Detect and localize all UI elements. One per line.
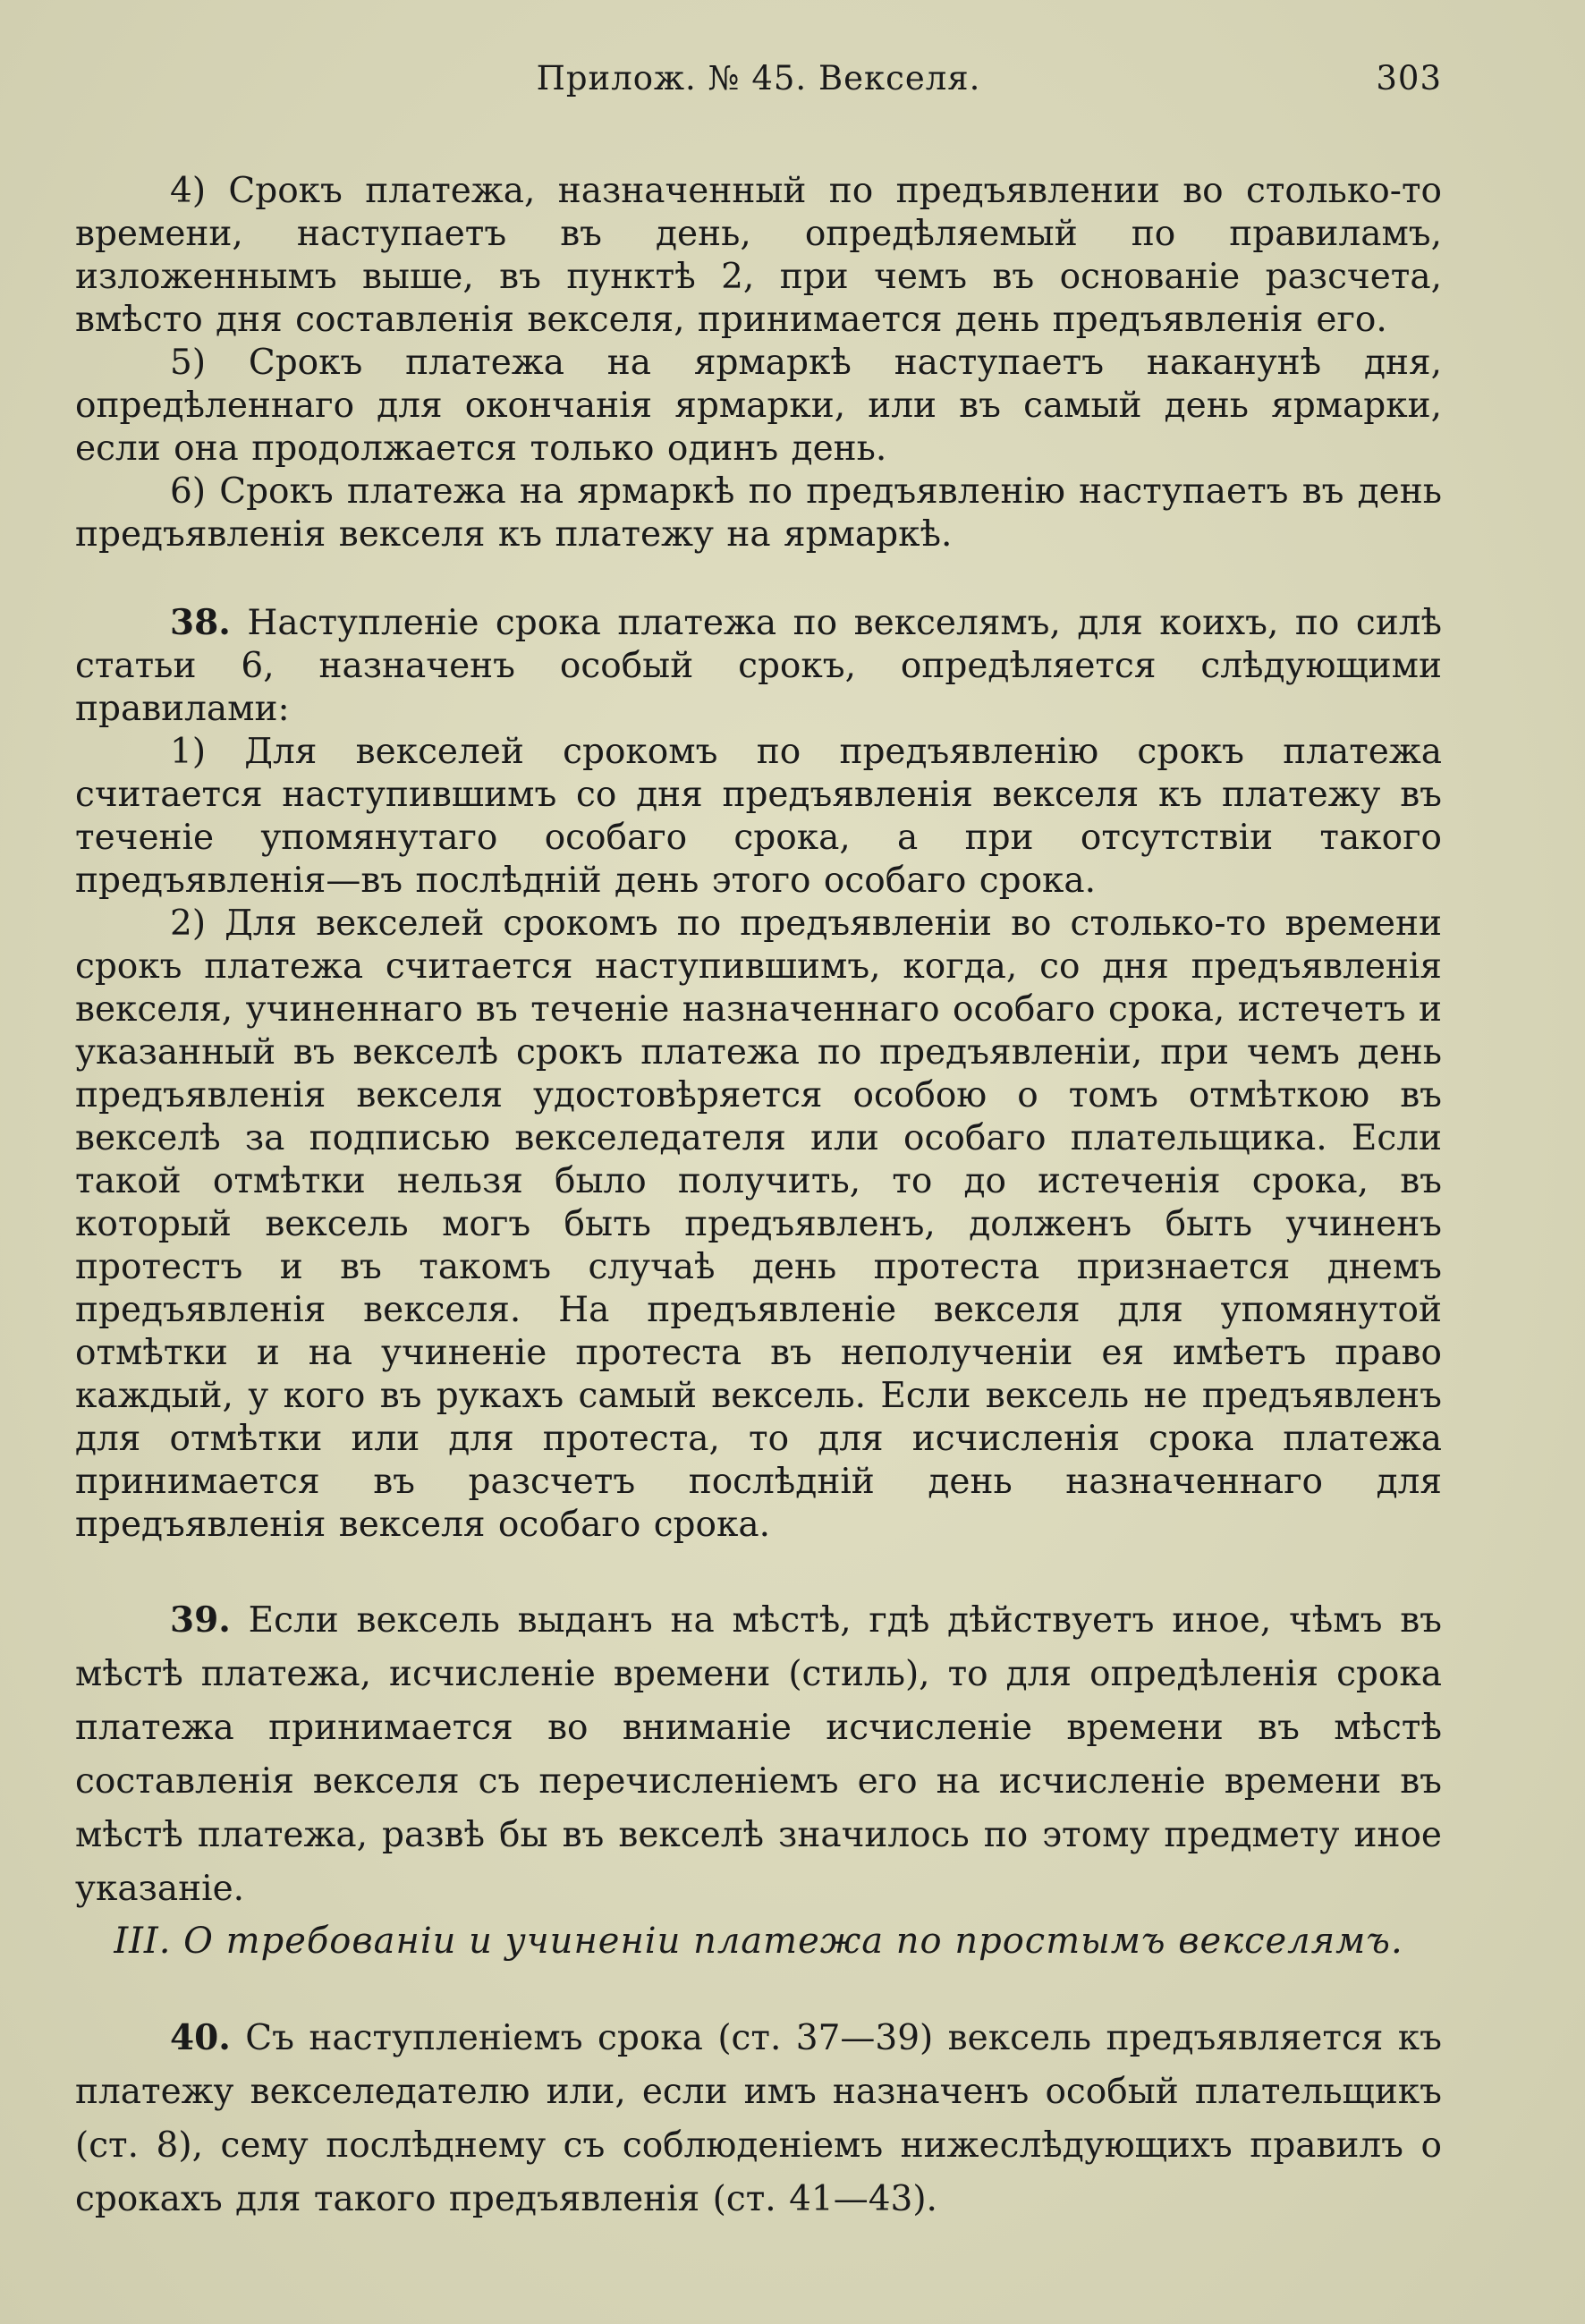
article-37-item-6: 6) Срокъ платежа на ярмаркѣ по предъявленію наступаетъ въ день предъявленія векселя къ платежу на ярмаркѣ. [75, 471, 1442, 555]
article-38-item-1: 1) Для векселей срокомъ по предъявленію срокъ платежа считается наступившимъ со дня предъявленія векселя къ платежу въ теченіе упомянутаго особаго срока, а при отсутствіи такого предъявленія—въ послѣдній день этого особаго срока. [75, 732, 1442, 901]
article-37-item-4: 4) Срокъ платежа, назначенный по предъявлении во столько-то времени, наступаетъ въ день, опредѣляемый по правиламъ, изложеннымъ выше, въ пунктѣ 2, при чемъ въ основаніе разсчета, вмѣсто дня составленія векселя, принимается день предъявленія его. [75, 171, 1442, 340]
running-title: Прилож. № 45. Векселя. [536, 59, 981, 98]
article-39-text: Если вексель выданъ на мѣстѣ, гдѣ дѣйствуетъ иное, чѣмъ въ мѣстѣ платежа, исчисленіе времени (стиль), то для опредѣленія срока платежа принимается во вниманіе исчисленіе времени въ мѣстѣ составленія векселя съ перечисленіемъ его на исчисленіе времени въ мѣстѣ платежа, развѣ бы въ векселѣ значилось по этому предмету иное указаніе. [75, 1600, 1442, 1909]
article-39-number: 39. [170, 1599, 231, 1641]
page-number: 303 [1376, 59, 1442, 98]
article-38-text: Наступленіе срока платежа по векселямъ, для коихъ, по силѣ статьи 6, назначенъ особый срокъ, опредѣляется слѣдующими правилами: [75, 603, 1442, 729]
section-heading: III. О требованіи и учиненіи платежа по простымъ векселямъ. [114, 1921, 1403, 1962]
page-header [75, 59, 1442, 104]
article-40-number: 40. [170, 2017, 231, 2058]
article-38-item-2: 2) Для векселей срокомъ по предъявленіи во столько-то времени срокъ платежа считается наступившимъ, когда, со дня предъявленія векселя, учиненнаго въ теченіе назначеннаго особаго срока, истечетъ и указанный въ векселѣ срокъ платежа по предъявленіи, при чемъ день предъявленія векселя удостовѣряется особою о томъ отмѣткою въ векселѣ за подписью векселедателя или особаго плательщика. Если такой отмѣтки нельзя было получить, то до истеченія срока, въ который вексель могъ быть предъявленъ, долженъ быть учиненъ протестъ и въ такомъ случаѣ день протеста признается днемъ предъявленія векселя. На предъявленіе векселя для упомянутой отмѣтки и на учиненіе протеста въ неполученіи ея имѣетъ право каждый, у кого въ рукахъ самый вексель. Если вексель не предъявленъ для отмѣтки или для протеста, то для исчисленія срока платежа принимается въ разсчетъ послѣдній день назначеннаго для предъявленія векселя особаго срока. [75, 903, 1442, 1545]
article-40 [75, 2011, 1442, 2226]
article-38-number: 38. [170, 602, 231, 643]
page-content [75, 170, 1442, 2226]
article-39 [75, 1593, 1442, 1916]
article-38-intro [75, 601, 1442, 731]
article-40-text: Съ наступленіемъ срока (ст. 37—39) вексель предъявляется къ платежу векселедателю или, если имъ назначенъ особый плательщикъ (ст. 8), сему послѣднему съ соблюденіемъ нижеслѣдующихъ правилъ о срокахъ для такого предъявленія (ст. 41—43). [75, 2018, 1442, 2219]
article-37-item-5: 5) Срокъ платежа на ярмаркѣ наступаетъ наканунѣ дня, опредѣленнаго для окончанія ярмарки, или въ самый день ярмарки, если она продолжается только одинъ день. [75, 343, 1442, 469]
